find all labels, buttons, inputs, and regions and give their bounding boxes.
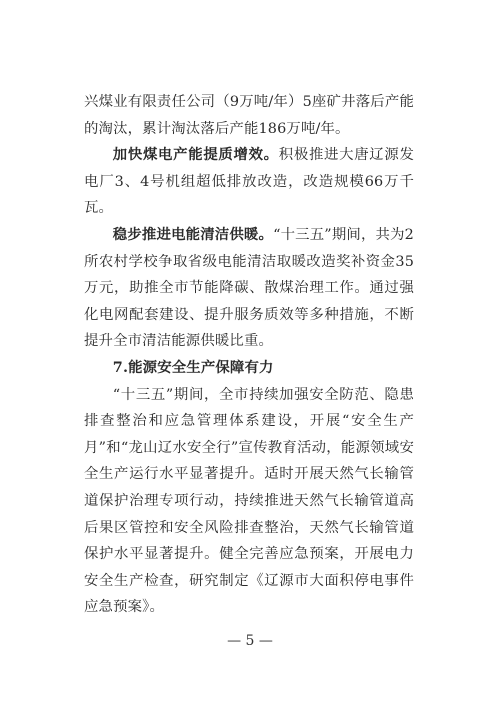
paragraph-text: “十三五”期间，共为2所农村学校争取省级电能清洁取暖改造奖补资金35万元，助推全市节能降碳、散煤治理工作。通过强化电网配套建设、提升服务质效等多种措施，不断提升全市清洁能源供暖比重。	[84, 226, 414, 350]
paragraph-text: 积极推进大唐辽源发电厂3、4号机组超低排放改造，改造规模66万千瓦。	[84, 147, 415, 217]
paragraph-text: 兴煤业有限责任公司（9万吨/年）5座矿井落后产能的淘汰，累计淘汰落后产能186万吨/年。	[84, 94, 414, 137]
paragraph-energy-safety: “十三五”期间，全市持续加强安全防范、隐患排查整治和应急管理体系建设，开展“安全生产月”和“龙山辽水安全行”宣传教育活动，能源领域安全生产运行水平显著提升。适时开展天然气长输管道保护治理专项行动，持续推进天然气长输管道高后果区管控和安全风险排查整治，天然气长输管道保护水平显著提升。健全完善应急预案，开展电力安全生产检查，研究制定《辽源市大面积停电事件应急预案》。	[84, 386, 414, 616]
paragraph-lead: 稳步推进电能清洁供暖。	[112, 225, 274, 243]
paragraph-coal-closure-tail	[84, 89, 414, 142]
paragraph-coal-power	[84, 142, 414, 222]
section-heading: 7.能源安全生产保障有力	[112, 358, 274, 376]
page-number: — 5 —	[227, 633, 273, 649]
document-body	[84, 89, 414, 621]
paragraph-lead: 加快煤电产能提质增效。	[112, 146, 279, 164]
paragraph-clean-heating	[84, 222, 414, 355]
